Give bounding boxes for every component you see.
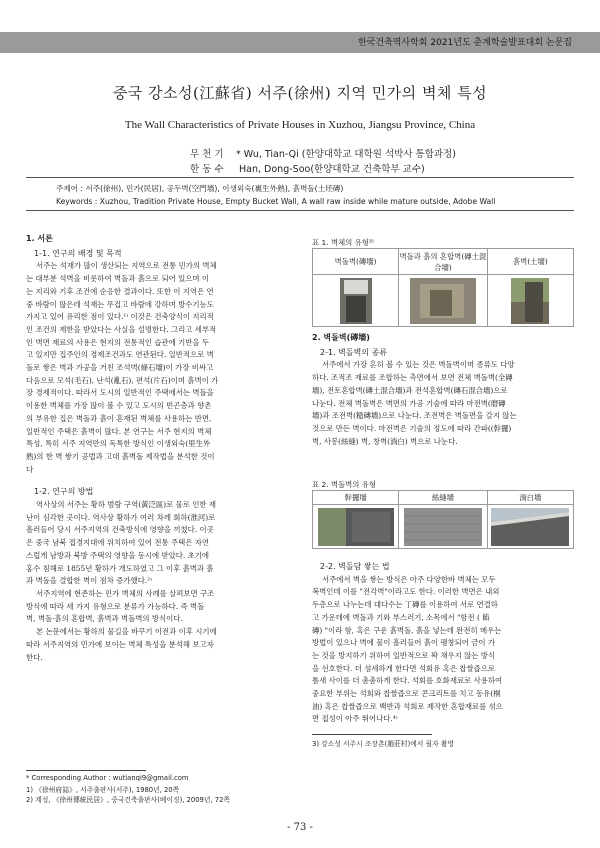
text-line: 서주지역에 현존하는 민가 벽체의 사례를 살펴보면 구조 bbox=[36, 588, 215, 598]
text-line: 墻), 전토혼합벽(磚土混合墻)과 전석혼합벽(磚石混合墻)으로 bbox=[312, 385, 508, 395]
text-line: 의 부유한 집은 벽돌과 흙이 혼재된 벽체를 사용하는 반면, bbox=[26, 413, 212, 423]
text-line: 을 선호한다. 더 섬세하게 한다면 석회유 혹은 찹쌀즙으로 bbox=[312, 663, 496, 673]
footnote-1: 1) 《徐州府誌》, 서주출판사(서주), 1980년, 20쪽 bbox=[26, 786, 180, 794]
text-line: 가지고 있어 유리한 점이 있다.¹⁾ 이것은 건축양식이 지리적 bbox=[26, 312, 214, 322]
text-line: 홍수 침해로 1855년 황하가 개도하였고 그 이후 흙벽과 흙 bbox=[26, 563, 214, 573]
text-line: 중 바람이 많은데 석재는 무겁고 바람에 강하며 방수기능도 bbox=[26, 299, 214, 309]
sifeng-wall-photo bbox=[404, 508, 482, 546]
text-line: 서주에서 가장 흔히 볼 수 있는 것은 벽돌벽이며 종류도 다양 bbox=[322, 360, 515, 370]
text-line: 복벽인데 이를 "전각벽"이라고도 한다. 이러한 벽면은 내외 bbox=[312, 587, 500, 597]
conference-header: 한국건축역사학회 2021년도 춘계학술발표대회 논문집 bbox=[357, 38, 572, 48]
tangbai-wall-photo bbox=[491, 508, 569, 546]
table1-header: 벽돌벽(磚墻) bbox=[313, 249, 399, 275]
paragraph-4 bbox=[26, 626, 290, 664]
subsection-heading: 1-1. 연구의 배경 및 목적 bbox=[34, 248, 122, 258]
keywords-korean: 주제어 : 서주(徐州), 민가(民居), 공두벽(空門墻), 이생외숙(裏生外熟), 흙벽돌(土坯磚) bbox=[56, 184, 344, 193]
table1-photo-cell bbox=[313, 275, 399, 327]
page-number: - 73 - bbox=[287, 822, 313, 833]
table2 bbox=[312, 490, 574, 549]
text-line: 두층으로 나누는데 대다수는 丁磚를 이용하여 서로 연결하 bbox=[312, 600, 498, 610]
text-line: 벽, 사봉(絲縫) 벽, 창벽(淌白) 벽으로 나눈다. bbox=[312, 436, 458, 446]
text-line: 서주는 석재가 많이 생산되는 지역으로 전통 민가의 벽체 bbox=[36, 261, 217, 271]
text-line: 스럽게 남방과 북방 주택의 영향을 동시에 받았다. 초기에 bbox=[26, 550, 210, 560]
text-line: 고 가운데에 벽돌과 기와 부스러기, 소목에서 "함전 ( 餡 bbox=[312, 612, 490, 622]
text-line: 磚) "이라 함, 혹은 구운 흙벽돌, 흙을 넣는데 완전히 메우는 bbox=[312, 625, 502, 635]
table1-photo-cell bbox=[487, 275, 573, 327]
mixed-wall-photo bbox=[410, 278, 476, 324]
text-line: 油) 혹은 찹쌀즙으로 백반과 석회로 제작한 혼합재료를 섞으 bbox=[312, 701, 503, 711]
text-line: 熟)의 한 벽 쌓기 공법과 고대 흙벽돌 제작법을 분석한 것이 bbox=[26, 451, 215, 461]
table2-photo-cell bbox=[399, 505, 487, 549]
subsection-heading: 2-2. 벽돌담 쌓는 법 bbox=[320, 562, 390, 571]
footnote-corresponding: * Corresponding Author : wutianqi9@gmail.com bbox=[26, 774, 189, 782]
text-line: 인 조건의 제한을 받았다는 사실을 설명한다. 그리고 세부적 bbox=[26, 324, 217, 334]
author-detail: Han, Dong-Soo(한양대학교 건축학부 교수) bbox=[239, 164, 425, 175]
text-line: 는 것을 방지하기 위하여 일반적으로 꽉 채우지 않는 방식 bbox=[312, 650, 496, 660]
text-line: 돌로 쌓은 벽과 가공을 거친 조석벽(條石墻)이 가장 비싸고 bbox=[26, 363, 214, 373]
footnote-rule bbox=[26, 770, 146, 771]
brick-wall-photo bbox=[340, 278, 372, 324]
text-line: 방법이 있으나 벽에 물이 흘러들어 흙이 팽창되어 금이 가 bbox=[312, 638, 496, 648]
table1-header: 흙벽(土墻) bbox=[487, 249, 573, 275]
table1-header: 벽돌과 흙의 혼합벽(磚土混合墻) bbox=[399, 249, 488, 275]
text-line: 흘러들어 당시 서주지역의 건축방식에 영향을 끼쳤다. 이곳 bbox=[26, 525, 214, 535]
table1 bbox=[312, 248, 574, 327]
text-line: 방식에 따라 세 가지 유형으로 분류가 가능하다. 즉 벽돌 bbox=[26, 601, 205, 611]
text-line: 墻)과 조전벽(糙磚墻)으로 나눈다. 조전벽은 벽돌면을 갈지 않는 bbox=[312, 411, 517, 421]
author-2 bbox=[190, 161, 425, 175]
earth-wall-photo bbox=[511, 278, 549, 324]
paragraph-1 bbox=[26, 260, 290, 476]
left-column bbox=[26, 233, 290, 664]
keyword-box bbox=[26, 177, 574, 211]
title-korean: 중국 강소성(江蘇省) 서주(徐州) 지역 민가의 벽체 특성 bbox=[112, 84, 488, 102]
table1-caption: 표 1. 벽체의 유형³⁾ bbox=[312, 238, 374, 247]
text-line: 나눈다. 전체 벽돌벽은 벽면의 가공 기술에 따라 마전벽(磨磚 bbox=[312, 398, 506, 408]
author-detail: Wu, Tian-Qi (한양대학교 대학원 석박사 통합과정) bbox=[243, 149, 456, 160]
subsection-heading: 1-2. 연구의 방법 bbox=[34, 487, 94, 497]
table2-caption: 표 2. 벽돌벽의 유형 bbox=[312, 480, 377, 489]
table2-header: 絲縫墻 bbox=[399, 491, 487, 505]
text-line: 이용한 벽체를 가장 많이 볼 수 있고 도시의 빈곤층과 향촌 bbox=[26, 401, 212, 411]
text-line: 다 bbox=[26, 464, 34, 474]
text-line: 난이 심각한 곳이다. 역사상 황하가 여러 차례 회하(淮河)로 bbox=[26, 512, 216, 522]
keywords-english: Keywords : Xuzhou, Tradition Private House, Empty Bucket Wall, A wall raw inside while mature outside, Adobe Wall bbox=[56, 197, 496, 206]
ganbai-wall-photo bbox=[318, 508, 394, 546]
right-column-top bbox=[312, 332, 574, 448]
text-line: 은 중국 남북 접경지대에 위치하여 있어 전통 주택은 자연 bbox=[26, 538, 210, 548]
text-line: 고 있지만 집주인의 경제조건과도 연관된다. 일반적으로 벽 bbox=[26, 350, 214, 360]
author-1 bbox=[190, 146, 456, 160]
section-heading: 2. 벽돌벽(磚墻) bbox=[312, 333, 370, 342]
text-line: 틈새 사이를 더 촘촘하게 한다. 석회를 호화재료로 사용하여 bbox=[312, 676, 503, 686]
text-line: 장 경제적이다. 따라서 도시의 일반적인 주택에서는 벽돌을 bbox=[26, 388, 214, 398]
footnote-2: 2) 계성, 《徐州傳統民居》, 중국건축출판사(베이징), 2009년, 72쪽 bbox=[26, 796, 230, 804]
paragraph-2 bbox=[26, 499, 290, 588]
text-line: 서주에서 벽을 쌓는 방식은 아주 다양한바 벽체는 모두 bbox=[322, 574, 496, 584]
table1-photo-cell bbox=[399, 275, 488, 327]
table2-photo-cell bbox=[487, 505, 573, 549]
paragraph-3 bbox=[26, 588, 290, 626]
text-line: 는 대부분 석벽을 비롯하여 벽돌과 흙으로 되어 있으며 이 bbox=[26, 274, 210, 284]
text-line: 다음으로 모석(毛石), 난석(亂石), 편석(片石)이며 흙벽이 가 bbox=[26, 375, 219, 385]
author-name: 무 천 기 bbox=[190, 149, 224, 160]
author-name: 한 동 수 bbox=[190, 164, 224, 175]
text-line: 특성, 특히 서주 지역만의 독특한 방식인 이생외숙(里生外 bbox=[26, 439, 211, 449]
text-line: 인 벽면 재료의 사용은 현지의 전통적인 습관에 기반을 두 bbox=[26, 337, 210, 347]
section-heading: 1. 서론 bbox=[26, 234, 53, 243]
text-line: 면 접성이 아주 뛰어나다.⁴⁾ bbox=[312, 714, 398, 724]
text-line: 중요한 부위는 석회와 찹쌀즙으로 콘크리트를 치고 동유(桐 bbox=[312, 689, 501, 699]
text-line: 것으로 만든 벽이다. 마전벽은 기술의 정도에 따라 간파((幹擺) bbox=[312, 423, 512, 433]
text-line: 과 벽돌을 결합한 벽이 점차 증가했다.²⁾ bbox=[26, 576, 152, 586]
right-column-bottom bbox=[312, 561, 574, 726]
text-line: 본 논문에서는 황하의 물길을 바꾸기 이전과 이후 시기에 bbox=[36, 627, 217, 637]
text-line: 하다. 조적조 재료를 조합하는 측면에서 보면 전체 벽돌벽(全磚 bbox=[312, 373, 513, 383]
text-line: 일반적인 주택은 흙벽이 많다. 본 연구는 서주 현지의 벽체 bbox=[26, 426, 212, 436]
title-english: The Wall Characteristics of Private Houses in Xuzhou, Jiangsu Province, China bbox=[124, 119, 476, 131]
footnote-rule-right bbox=[312, 734, 432, 735]
subsection-heading: 2-1. 벽돌벽의 종류 bbox=[320, 347, 388, 357]
text-line: 벽, 벽돌·흙의 혼합벽, 흙벽과 벽돌벽의 방식이다. bbox=[26, 614, 183, 624]
table2-header: 淌白墻 bbox=[487, 491, 573, 505]
table2-photo-cell bbox=[313, 505, 399, 549]
text-line: 는 지리와 기후 조건에 순응한 결과이다. 또한 이 지역은 연 bbox=[26, 286, 214, 296]
author-mark: * bbox=[236, 149, 241, 160]
footnote-3: 3) 강소성 서주시 조장촌(趙莊村)에서 필자 촬영 bbox=[312, 740, 454, 748]
table2-header: 幹擺墻 bbox=[313, 491, 399, 505]
text-line: 한다. bbox=[26, 652, 43, 662]
text-line: 따라 서주지역의 민가에 보이는 벽체 특성을 분석해 보고자 bbox=[26, 639, 214, 649]
text-line: 역사상의 서주는 황하 범람 구역(黃泛區)로 물로 인한 재 bbox=[36, 500, 217, 510]
